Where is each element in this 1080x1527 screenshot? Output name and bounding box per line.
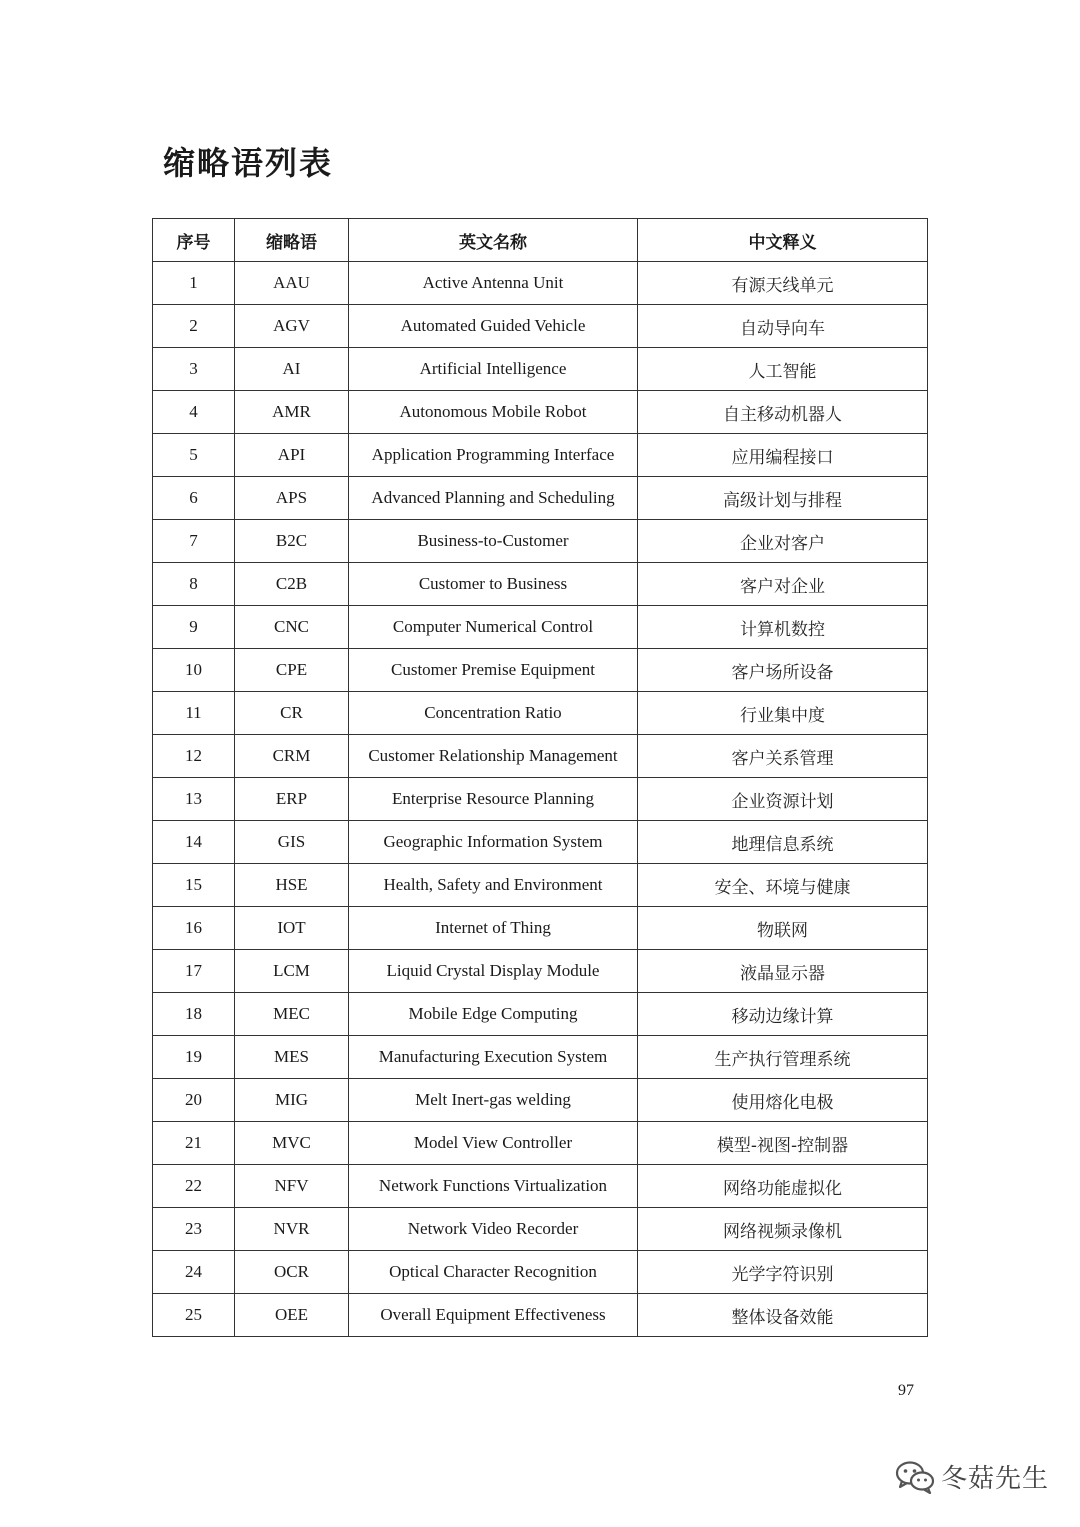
cell-index: 7 [153,520,235,563]
cell-chinese-meaning: 客户对企业 [638,563,928,606]
table-row [153,735,928,778]
cell-english-name: Network Video Recorder [349,1208,638,1251]
table-row [153,391,928,434]
cell-abbreviation: OEE [235,1294,349,1337]
cell-chinese-meaning: 生产执行管理系统 [638,1036,928,1079]
cell-english-name: Manufacturing Execution System [349,1036,638,1079]
cell-english-name: Customer Relationship Management [349,735,638,778]
cell-chinese-meaning: 有源天线单元 [638,262,928,305]
cell-english-name: Health, Safety and Environment [349,864,638,907]
table-body [153,262,928,1337]
table-row [153,434,928,477]
table-row [153,907,928,950]
cell-index: 8 [153,563,235,606]
table-row [153,993,928,1036]
watermark-text: 冬菇先生 [941,1464,1050,1494]
cell-english-name: Model View Controller [349,1122,638,1165]
cell-index: 11 [153,692,235,735]
table-row [153,520,928,563]
table-row [153,1251,928,1294]
cell-english-name: Network Functions Virtualization [349,1165,638,1208]
cell-abbreviation: AGV [235,305,349,348]
cell-english-name: Application Programming Interface [349,434,638,477]
cell-english-name: Active Antenna Unit [349,262,638,305]
cell-index: 20 [153,1079,235,1122]
cell-index: 6 [153,477,235,520]
cell-chinese-meaning: 企业对客户 [638,520,928,563]
watermark [895,1458,1049,1495]
cell-index: 3 [153,348,235,391]
cell-abbreviation: CR [235,692,349,735]
cell-abbreviation: NVR [235,1208,349,1251]
cell-index: 2 [153,305,235,348]
cell-english-name: Liquid Crystal Display Module [349,950,638,993]
cell-index: 4 [153,391,235,434]
cell-abbreviation: API [235,434,349,477]
cell-chinese-meaning: 人工智能 [638,348,928,391]
cell-chinese-meaning: 应用编程接口 [638,434,928,477]
table-row [153,1036,928,1079]
cell-english-name: Melt Inert-gas welding [349,1079,638,1122]
cell-chinese-meaning: 液晶显示器 [638,950,928,993]
cell-chinese-meaning: 使用熔化电极 [638,1079,928,1122]
cell-abbreviation: MVC [235,1122,349,1165]
cell-chinese-meaning: 模型-视图-控制器 [638,1122,928,1165]
table-row [153,1208,928,1251]
page-title: 缩略语列表 [163,144,334,182]
cell-chinese-meaning: 物联网 [638,907,928,950]
cell-index: 19 [153,1036,235,1079]
cell-chinese-meaning: 客户场所设备 [638,649,928,692]
cell-english-name: Automated Guided Vehicle [349,305,638,348]
table-header-row [153,219,928,262]
cell-english-name: Customer Premise Equipment [349,649,638,692]
cell-index: 13 [153,778,235,821]
cell-english-name: Business-to-Customer [349,520,638,563]
table-row [153,1122,928,1165]
cell-abbreviation: IOT [235,907,349,950]
cell-chinese-meaning: 网络功能虚拟化 [638,1165,928,1208]
cell-abbreviation: AI [235,348,349,391]
table-row [153,692,928,735]
cell-english-name: Optical Character Recognition [349,1251,638,1294]
cell-chinese-meaning: 企业资源计划 [638,778,928,821]
page-number: 97 [898,1382,914,1399]
cell-chinese-meaning: 自主移动机器人 [638,391,928,434]
abbreviation-table [152,218,928,1337]
cell-index: 18 [153,993,235,1036]
cell-abbreviation: APS [235,477,349,520]
table-row [153,477,928,520]
cell-english-name: Internet of Thing [349,907,638,950]
cell-chinese-meaning: 自动导向车 [638,305,928,348]
cell-abbreviation: CPE [235,649,349,692]
header-abbreviation: 缩略语 [235,219,349,262]
cell-index: 25 [153,1294,235,1337]
wechat-icon [895,1460,935,1494]
table-row [153,778,928,821]
cell-index: 21 [153,1122,235,1165]
cell-index: 5 [153,434,235,477]
cell-chinese-meaning: 地理信息系统 [638,821,928,864]
cell-english-name: Computer Numerical Control [349,606,638,649]
table-row [153,305,928,348]
cell-english-name: Geographic Information System [349,821,638,864]
cell-chinese-meaning: 计算机数控 [638,606,928,649]
cell-abbreviation: AAU [235,262,349,305]
table-row [153,649,928,692]
cell-chinese-meaning: 移动边缘计算 [638,993,928,1036]
cell-index: 23 [153,1208,235,1251]
table-row [153,950,928,993]
cell-chinese-meaning: 整体设备效能 [638,1294,928,1337]
cell-english-name: Artificial Intelligence [349,348,638,391]
cell-index: 12 [153,735,235,778]
cell-abbreviation: OCR [235,1251,349,1294]
table-row [153,821,928,864]
cell-abbreviation: B2C [235,520,349,563]
cell-index: 16 [153,907,235,950]
cell-english-name: Autonomous Mobile Robot [349,391,638,434]
cell-abbreviation: NFV [235,1165,349,1208]
cell-chinese-meaning: 客户关系管理 [638,735,928,778]
cell-index: 15 [153,864,235,907]
cell-chinese-meaning: 网络视频录像机 [638,1208,928,1251]
cell-index: 17 [153,950,235,993]
cell-english-name: Mobile Edge Computing [349,993,638,1036]
cell-index: 22 [153,1165,235,1208]
cell-chinese-meaning: 光学字符识别 [638,1251,928,1294]
cell-index: 10 [153,649,235,692]
table-row [153,348,928,391]
table-row [153,262,928,305]
header-chinese-meaning: 中文释义 [638,219,928,262]
cell-chinese-meaning: 安全、环境与健康 [638,864,928,907]
cell-abbreviation: GIS [235,821,349,864]
cell-index: 14 [153,821,235,864]
cell-index: 24 [153,1251,235,1294]
header-english-name: 英文名称 [349,219,638,262]
table-row [153,1165,928,1208]
header-index: 序号 [153,219,235,262]
cell-abbreviation: MES [235,1036,349,1079]
cell-abbreviation: CRM [235,735,349,778]
table-row [153,606,928,649]
cell-english-name: Customer to Business [349,563,638,606]
cell-chinese-meaning: 行业集中度 [638,692,928,735]
cell-english-name: Enterprise Resource Planning [349,778,638,821]
cell-abbreviation: AMR [235,391,349,434]
cell-chinese-meaning: 高级计划与排程 [638,477,928,520]
table-row [153,1079,928,1122]
table-row [153,563,928,606]
cell-index: 9 [153,606,235,649]
cell-abbreviation: LCM [235,950,349,993]
cell-abbreviation: CNC [235,606,349,649]
cell-abbreviation: MEC [235,993,349,1036]
cell-abbreviation: MIG [235,1079,349,1122]
table-row [153,1294,928,1337]
table-row [153,864,928,907]
cell-index: 1 [153,262,235,305]
cell-english-name: Concentration Ratio [349,692,638,735]
cell-english-name: Overall Equipment Effectiveness [349,1294,638,1337]
cell-abbreviation: ERP [235,778,349,821]
cell-english-name: Advanced Planning and Scheduling [349,477,638,520]
cell-abbreviation: C2B [235,563,349,606]
cell-abbreviation: HSE [235,864,349,907]
